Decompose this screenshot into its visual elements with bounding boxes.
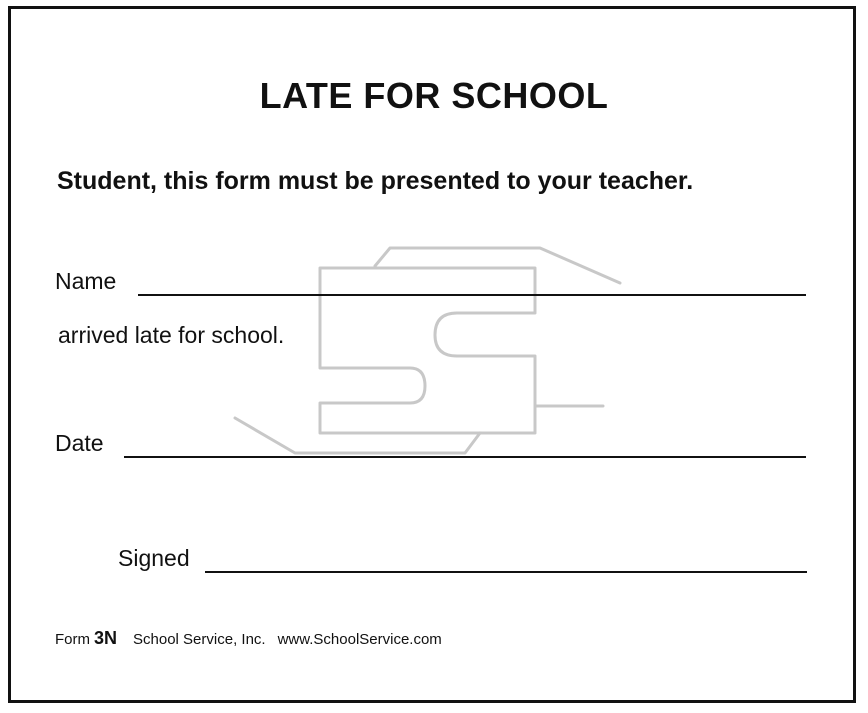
arrived-late-text: arrived late for school. <box>58 322 285 348</box>
name-label: Name <box>55 268 117 294</box>
form-title: LATE FOR SCHOOL <box>259 75 609 116</box>
company-name: School Service, Inc. <box>133 631 266 648</box>
date-field[interactable] <box>124 456 806 458</box>
signature-field[interactable] <box>205 571 807 573</box>
form-code: 3N <box>94 628 118 648</box>
website-text: www.SchoolService.com <box>277 631 442 648</box>
signed-label: Signed <box>118 545 190 571</box>
form-instruction: Student, this form must be presented to your teacher. <box>57 167 694 195</box>
form-prefix: Form <box>55 631 90 648</box>
school-service-logo-watermark <box>225 238 625 463</box>
name-field[interactable] <box>138 294 806 296</box>
date-label: Date <box>55 430 104 456</box>
form-footer <box>55 628 442 649</box>
